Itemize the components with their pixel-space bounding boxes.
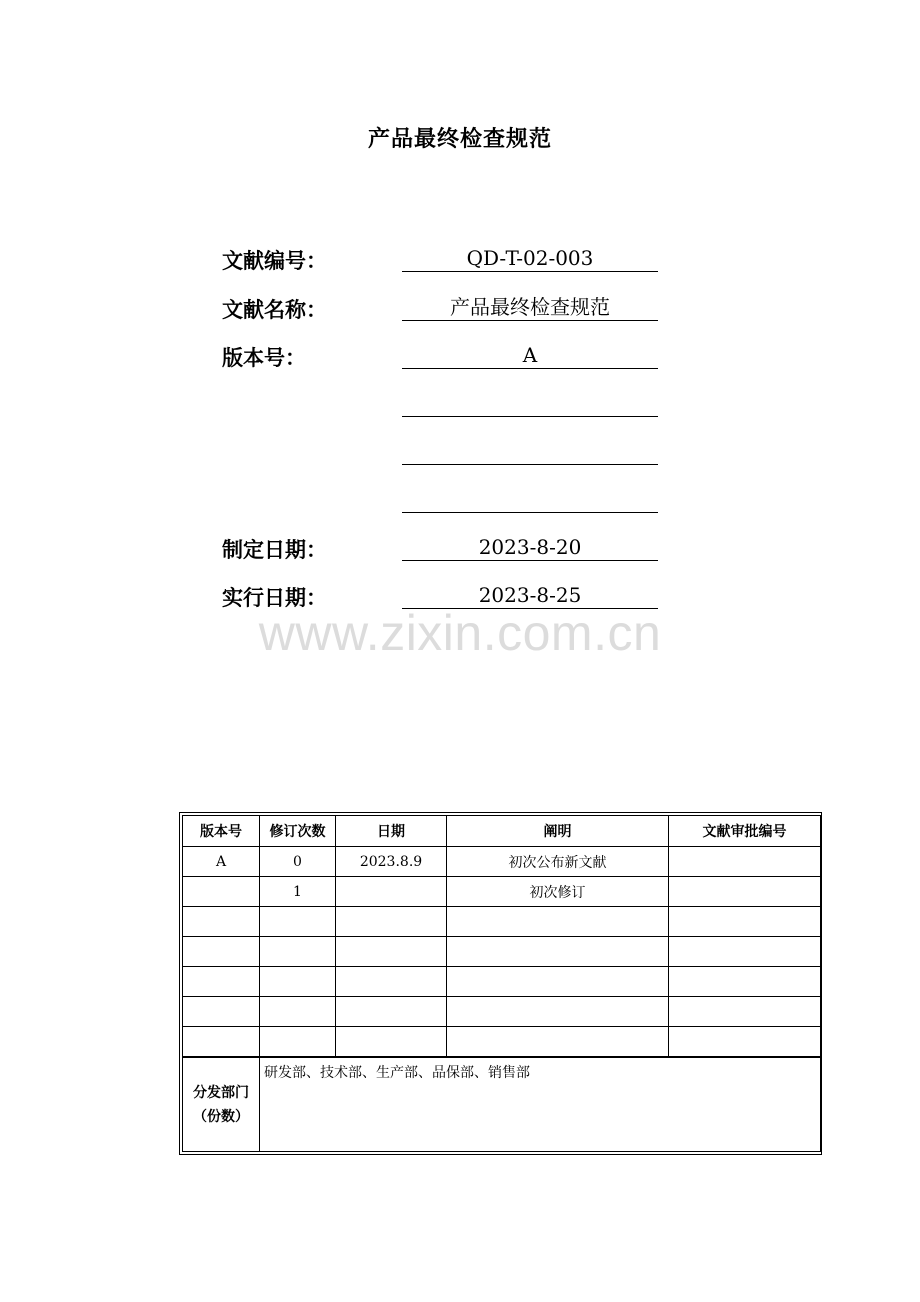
table-cell: A	[183, 847, 260, 877]
table-cell: 初次公布新文献	[447, 847, 669, 877]
table-cell	[260, 907, 336, 937]
table-cell	[336, 907, 447, 937]
distribution-value: 研发部、技术部、生产部、品保部、销售部	[260, 1057, 821, 1152]
table-cell	[336, 877, 447, 907]
table-cell	[336, 967, 447, 997]
table-cell	[183, 877, 260, 907]
table-cell	[183, 997, 260, 1027]
table-cell	[260, 997, 336, 1027]
table-cell	[669, 847, 821, 877]
distribution-label-line2: （份数）	[193, 1108, 249, 1125]
table-cell	[260, 967, 336, 997]
table-cell	[447, 997, 669, 1027]
table-row	[183, 877, 821, 907]
header-description: 阐明	[447, 816, 669, 847]
table-cell	[669, 937, 821, 967]
table-cell	[183, 1027, 260, 1058]
distribution-label	[183, 1057, 260, 1152]
table-row	[183, 1027, 821, 1058]
table-cell: 初次修订	[447, 877, 669, 907]
table-row	[183, 997, 821, 1027]
version-value: A	[402, 342, 658, 369]
blank-field-line	[402, 438, 658, 465]
doc-name-value: 产品最终检查规范	[402, 294, 658, 321]
table-cell	[669, 907, 821, 937]
header-revision-count: 修订次数	[260, 816, 336, 847]
document-title: 产品最终检查规范	[367, 127, 552, 152]
table-cell	[183, 907, 260, 937]
revision-history-table	[182, 815, 821, 1152]
table-cell	[183, 937, 260, 967]
table-cell	[669, 1027, 821, 1058]
table-header-row	[183, 816, 821, 847]
header-date: 日期	[336, 816, 447, 847]
table-cell: 1	[260, 877, 336, 907]
table-cell	[336, 1027, 447, 1058]
table-cell	[447, 907, 669, 937]
table-row	[183, 847, 821, 877]
effective-date-label: 实行日期：	[222, 586, 327, 610]
revision-history-box	[179, 812, 822, 1155]
created-date-value: 2023-8-20	[402, 534, 658, 561]
table-cell	[183, 967, 260, 997]
created-date-label: 制定日期：	[222, 538, 327, 562]
table-cell	[336, 997, 447, 1027]
doc-name-label: 文献名称：	[222, 298, 327, 322]
table-row	[183, 967, 821, 997]
distribution-row	[183, 1057, 821, 1152]
header-version: 版本号	[183, 816, 260, 847]
header-approval-number: 文献审批编号	[669, 816, 821, 847]
doc-number-label: 文献编号：	[222, 249, 327, 273]
table-cell: 2023.8.9	[336, 847, 447, 877]
table-row	[183, 937, 821, 967]
blank-field-line	[402, 486, 658, 513]
table-cell	[669, 877, 821, 907]
table-cell	[447, 1027, 669, 1058]
table-cell	[447, 967, 669, 997]
effective-date-value: 2023-8-25	[402, 582, 658, 609]
table-cell: 0	[260, 847, 336, 877]
watermark: www.zixin.com.cn	[258, 605, 662, 661]
doc-number-value: QD-T-02-003	[402, 245, 658, 272]
table-cell	[447, 937, 669, 967]
table-cell	[336, 937, 447, 967]
distribution-label-line1: 分发部门	[193, 1084, 249, 1101]
version-label: 版本号：	[222, 346, 306, 370]
table-cell	[669, 967, 821, 997]
table-cell	[669, 997, 821, 1027]
table-row	[183, 907, 821, 937]
blank-field-line	[402, 390, 658, 417]
table-cell	[260, 1027, 336, 1058]
table-cell	[260, 937, 336, 967]
